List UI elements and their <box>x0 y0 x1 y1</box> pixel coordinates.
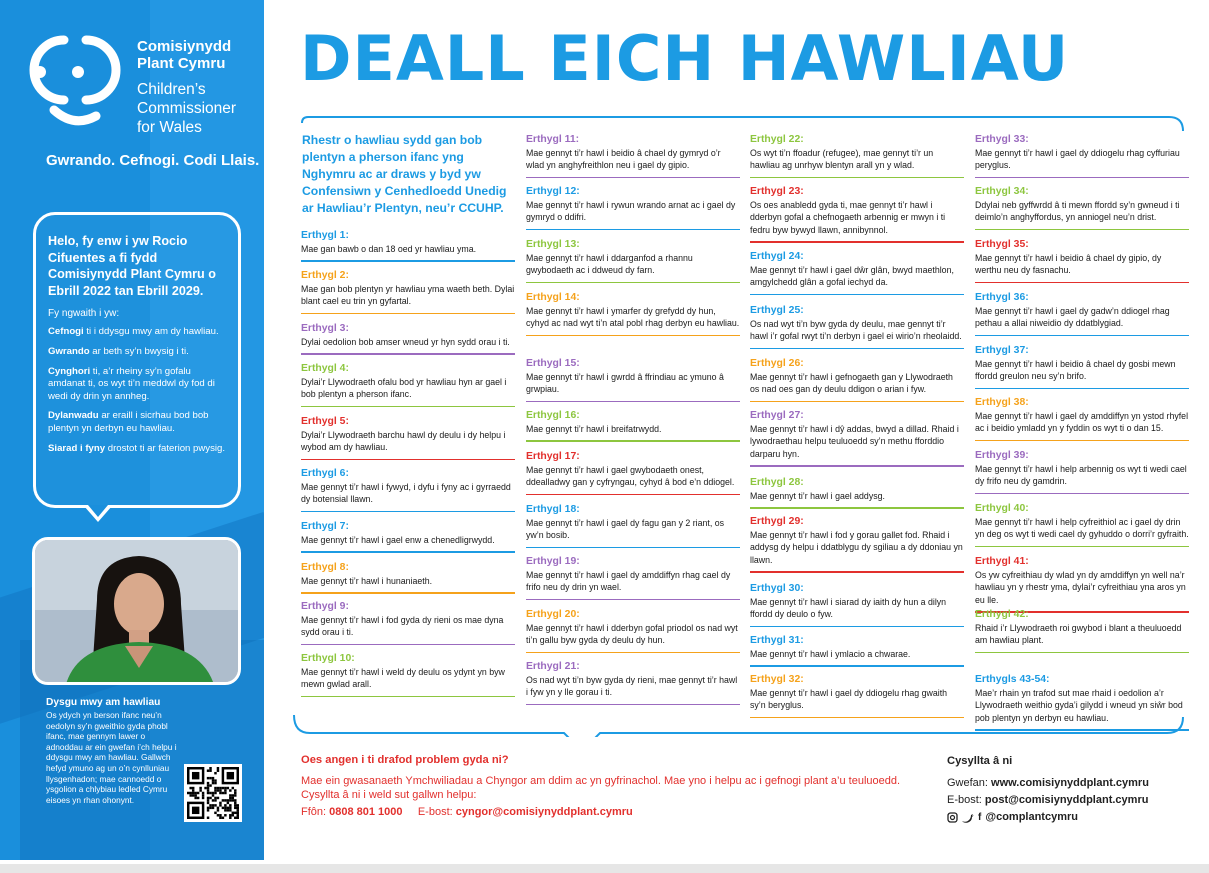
article-heading: Erthygl 9: <box>301 601 349 612</box>
article-text: Os wyt ti’n ffoadur (refugee), mae gennyt ti’r un hawliau ag unrhyw blentyn arall yn y wlad. <box>750 148 934 171</box>
role-item <box>48 366 228 404</box>
article-text: Dylai’r Llywodraeth barchu hawl dy deulu i dy helpu i wybod am dy hawliau. <box>301 430 506 453</box>
article-item <box>750 634 964 667</box>
article-text: Mae gennyt ti’r hawl i gael enw a chenedligrwydd. <box>301 535 495 545</box>
article-item <box>526 291 740 336</box>
role-keyword: Siarad i fyny <box>48 442 106 454</box>
article-text: Mae gennyt ti’r hawl i gael addysg. <box>750 491 885 501</box>
left-panel <box>0 0 264 860</box>
article-item <box>975 238 1189 283</box>
commissioner-logo <box>24 32 126 132</box>
article-heading: Erthygl 32: <box>750 674 804 685</box>
role-text: ti i ddysgu mwy am dy hawliau. <box>83 326 219 338</box>
article-divider <box>750 177 964 178</box>
article-item <box>301 269 515 314</box>
article-item <box>975 673 1189 731</box>
article-text: Mae gennyt ti’r hawl i breifatrwydd. <box>526 424 662 434</box>
article-text: Mae gennyt ti’r hawl i ddarganfod a rhannu gwybodaeth ac i ddweud dy farn. <box>526 253 693 276</box>
article-item <box>301 467 515 512</box>
article-text: Mae gennyt ti’r hawl i gael dy amddiffyn yn ystod rhyfel ac i beidio ymladd yn y fyddin os wyt ti o dan 15. <box>975 411 1189 434</box>
article-item <box>975 502 1189 547</box>
phone-number[interactable]: 0808 801 1000 <box>329 806 403 818</box>
article-heading: Erthygl 4: <box>301 363 349 374</box>
article-divider <box>975 546 1189 547</box>
article-divider <box>975 388 1189 389</box>
website-label: Gwefan: <box>947 777 992 789</box>
article-divider <box>750 294 964 295</box>
article-heading: Erthygl 17: <box>526 451 580 462</box>
article-heading: Erthygl 2: <box>301 270 349 281</box>
social-row <box>947 809 1187 826</box>
bubble-subtitle: Fy ngwaith i yw: <box>48 308 120 320</box>
article-heading: Erthygl 11: <box>526 134 580 145</box>
article-item <box>975 185 1189 230</box>
article-heading: Erthygl 26: <box>750 358 804 369</box>
article-item <box>301 229 515 262</box>
article-text: Mae gennyt ti’r hawl i gael dy amddiffyn rhag cael dy frifo neu dy drin yn wael. <box>526 570 731 593</box>
article-item <box>975 396 1189 441</box>
article-divider <box>526 494 740 495</box>
article-divider <box>975 282 1189 283</box>
article-text: Mae’r rhain yn trafod sut mae rhaid i oedolion a’r Llywodraeth weithio gyda’i gilydd i wneud yn siŵr bod pob plentyn yn derbyn eu hawliau. <box>975 688 1183 723</box>
article-divider <box>975 729 1189 730</box>
qr-code[interactable] <box>184 764 242 822</box>
article-text: Mae gennyt ti’r hawl i ymlacio a chwarae. <box>750 649 911 659</box>
article-item <box>526 660 740 705</box>
article-divider <box>301 459 515 460</box>
article-divider <box>526 282 740 283</box>
article-item <box>975 133 1189 178</box>
article-heading: Erthygl 28: <box>750 477 804 488</box>
article-item <box>750 673 964 718</box>
article-divider <box>301 260 515 261</box>
article-text: Dylai oedolion bob amser wneud yr hyn sydd orau i ti. <box>301 337 510 347</box>
facebook-icon[interactable]: f <box>978 812 982 823</box>
article-heading: Erthygl 6: <box>301 468 349 479</box>
role-text: ar eraill i sicrhau bod bob plentyn yn derbyn eu hawliau. <box>48 410 209 434</box>
article-item <box>975 291 1189 336</box>
org-name-line: Comisiynydd <box>137 38 232 55</box>
article-divider <box>526 704 740 705</box>
article-heading: Erthygl 23: <box>750 186 804 197</box>
article-text: Mae gennyt ti’r hawl i fywyd, i dyfu i fyny ac i gyrraedd dy botensial llawn. <box>301 482 511 505</box>
article-divider <box>526 401 740 402</box>
bubble-items <box>48 326 228 455</box>
learn-more-title: Dysgu mwy am hawliau <box>46 697 161 708</box>
article-item <box>750 133 964 178</box>
article-divider <box>750 241 964 242</box>
article-text: Os nad wyt ti’n byw gyda dy deulu, mae gennyt ti’r hawl i’r gofal rwyt ti’n derbyn i gael ei wirio’n rheolaidd. <box>750 319 962 342</box>
article-heading: Erthygl 42: <box>975 609 1029 620</box>
article-divider <box>301 644 515 645</box>
article-heading: Erthygl 21: <box>526 661 580 672</box>
article-item <box>526 357 740 402</box>
email-label: E-bost: <box>947 794 985 806</box>
article-divider <box>975 335 1189 336</box>
article-text: Mae gennyt ti’r hawl i gael dy fagu gan y 2 riant, os yw’n bosib. <box>526 518 725 541</box>
role-keyword: Dylanwadu <box>48 410 99 422</box>
article-divider <box>301 696 515 697</box>
org-name-welsh <box>137 38 257 72</box>
article-heading: Erthygl 36: <box>975 292 1029 303</box>
article-heading: Erthygl 31: <box>750 635 804 646</box>
article-item <box>750 250 964 295</box>
article-text: Mae gennyt ti’r hawl i gael gwybodaeth onest, ddealladwy gan y cyfryngau, cyhyd â bod e’n ddiogel. <box>526 465 735 488</box>
article-item <box>301 415 515 460</box>
intro-text: Rhestr o hawliau sydd gan bob plentyn a pherson ifanc yng Nghymru ac ar draws y byd yw Confensiwn y Cenhedloedd Unedig ar Hawliau’r Plentyn, neu’r CCUHP. <box>302 133 507 215</box>
role-item <box>48 410 228 435</box>
article-heading: Erthygl 24: <box>750 251 804 262</box>
article-text: Mae gennyt ti’r hawl i siarad dy iaith dy hun a dilyn ffordd dy deulo o fyw. <box>750 597 947 620</box>
article-divider <box>750 348 964 349</box>
article-text: Dylai’r Llywodraeth ofalu bod yr hawliau hyn ar gael i bob plentyn a pherson ifanc. <box>301 377 507 400</box>
article-heading: Erthygl 30: <box>750 583 804 594</box>
website-link[interactable]: www.comisiynyddplant.cymru <box>991 777 1149 789</box>
article-heading: Erthygl 15: <box>526 358 580 369</box>
article-heading: Erthygl 20: <box>526 609 580 620</box>
article-item <box>526 503 740 548</box>
article-text: Mae gennyt ti’r hawl i gael dy ddiogelu rhag cyffuriau peryglus. <box>975 148 1180 171</box>
article-item <box>301 362 515 407</box>
article-text: Mae gennyt ti’r hawl i beidio â chael dy gymryd o’r wlad yn anghyfreithlon neu i gael dy gipio. <box>526 148 721 171</box>
article-divider <box>750 401 964 402</box>
article-item <box>750 409 964 467</box>
article-text: Mae gennyt ti’r hawl i dderbyn gofal priodol os nad wyt ti’n gallu byw gyda dy deulu dy hun. <box>526 623 738 646</box>
article-divider <box>750 717 964 718</box>
bubble-tail <box>88 505 108 517</box>
article-heading: Erthygl 12: <box>526 186 580 197</box>
article-text: Mae gan bawb o dan 18 oed yr hawliau yma. <box>301 244 477 254</box>
article-divider <box>750 626 964 627</box>
article-heading: Erthygl 8: <box>301 562 349 573</box>
article-divider <box>975 493 1189 494</box>
help-email-link[interactable]: cyngor@comisiynyddplant.cymru <box>455 806 633 818</box>
article-item <box>526 450 740 495</box>
role-keyword: Cefnogi <box>48 326 84 338</box>
article-heading: Erthygl 34: <box>975 186 1029 197</box>
role-item <box>48 443 228 456</box>
role-text: ti, a’r rheiny sy’n gofalu amdanat ti, os wyt ti’n meddwl dy fod di wedi dy drin yn annheg. <box>48 365 215 402</box>
article-item <box>975 344 1189 389</box>
article-heading: Erthygl 18: <box>526 504 580 515</box>
article-heading: Erthygl 29: <box>750 516 804 527</box>
article-divider <box>526 440 740 441</box>
article-text: Mae gennyt ti’r hawl i gael dŵr glân, bwyd maethlon, amgylchedd glân a gofal iechyd da. <box>750 265 954 288</box>
role-keyword: Gwrando <box>48 345 90 357</box>
page-title: DEALL EICH HAWLIAU <box>300 22 1070 95</box>
article-heading: Erthygl 1: <box>301 230 349 241</box>
article-item <box>526 409 740 442</box>
article-item <box>526 555 740 600</box>
article-item <box>975 449 1189 494</box>
article-heading: Erthygls 43-54: <box>975 674 1050 685</box>
role-item <box>48 346 228 359</box>
article-divider <box>301 592 515 593</box>
role-text: drostot ti ar faterion pwysig. <box>105 442 226 454</box>
article-heading: Erthygl 38: <box>975 397 1029 408</box>
learn-more-section <box>46 697 178 805</box>
article-text: Mae gennyt ti’r hawl i gefnogaeth gan y Llywodraeth os nad oes gan dy deulu ddigon o arian i fyw. <box>750 372 953 395</box>
article-item <box>526 133 740 178</box>
article-heading: Erthygl 14: <box>526 292 580 303</box>
article-text: Mae gennyt ti’r hawl i gael dy ddiogelu rhag gwaith sy’n beryglus. <box>750 688 948 711</box>
article-item <box>750 515 964 573</box>
article-text: Mae gennyt ti’r hawl i fod gyda dy rieni os mae dyna sydd orau i ti. <box>301 615 504 638</box>
article-heading: Erthygl 37: <box>975 345 1029 356</box>
help-title: Oes angen i ti drafod problem gyda ni? <box>301 754 509 766</box>
article-item <box>301 652 515 697</box>
org-name-line: for Wales <box>137 119 202 136</box>
article-heading: Erthygl 41: <box>975 556 1029 567</box>
article-divider <box>301 406 515 407</box>
org-name-english <box>137 80 262 137</box>
contact-section <box>947 755 1187 826</box>
qr-code-icon <box>187 767 239 819</box>
article-item <box>301 600 515 645</box>
article-item <box>975 608 1189 653</box>
portrait-illustration <box>35 540 241 685</box>
article-text: Mae gan bob plentyn yr hawliau yma waeth beth. Dylai blant cael eu trin yn gyfartal. <box>301 284 515 307</box>
article-item <box>750 185 964 243</box>
speech-bubble <box>33 212 241 508</box>
website-row <box>947 775 1187 792</box>
article-item <box>750 304 964 349</box>
article-heading: Erthygl 13: <box>526 239 580 250</box>
article-item <box>975 555 1189 613</box>
article-text: Rhaid i’r Llywodraeth roi gwybod i blant a theuluoedd am hawliau plant. <box>975 623 1182 646</box>
article-divider <box>750 571 964 572</box>
article-text: Mae gennyt ti’r hawl i fod y gorau gallet fod. Rhaid i addysg dy helpu i ddatblygu dy sgiliau a dy ddoniau yn llawn. <box>750 530 963 565</box>
role-text: ar beth sy’n bwysig i ti. <box>89 345 189 357</box>
article-item <box>750 357 964 402</box>
article-heading: Erthygl 35: <box>975 239 1029 250</box>
article-text: Mae gennyt ti’r hawl i gwrdd â ffrindiau ac ymuno â grwpiau. <box>526 372 724 395</box>
contact-title: Cysyllta â ni <box>947 755 1013 767</box>
article-text: Ddylai neb gyffwrdd â ti mewn ffordd sy’n gwneud i ti deimlo’n anghyffordus, yn anniogel neu’n drist. <box>975 200 1180 223</box>
article-divider <box>301 313 515 314</box>
article-divider <box>975 440 1189 441</box>
email-label: E-bost: <box>417 806 456 818</box>
article-text: Mae gennyt ti’r hawl i weld dy deulu os ydynt yn byw mewn gwlad arall. <box>301 667 505 690</box>
article-heading: Erthygl 39: <box>975 450 1029 461</box>
article-divider <box>301 511 515 512</box>
article-item <box>750 476 964 509</box>
article-divider <box>975 652 1189 653</box>
article-item <box>526 238 740 283</box>
article-heading: Erthygl 40: <box>975 503 1029 514</box>
contact-email-link[interactable]: post@comisiynyddplant.cymru <box>984 794 1149 806</box>
article-item <box>301 561 515 594</box>
article-divider <box>301 353 515 354</box>
help-contact-line <box>301 806 921 818</box>
tagline: Gwrando. Cefnogi. Codi Llais. <box>46 152 260 169</box>
article-text: Mae gennyt ti’r hawl i beidio â chael dy gosbi mewn ffordd greulon neu sy’n brifo. <box>975 359 1176 382</box>
article-divider <box>975 177 1189 178</box>
instagram-icon[interactable] <box>947 812 958 823</box>
article-heading: Erthygl 25: <box>750 305 804 316</box>
phone-label: Ffôn: <box>301 806 330 818</box>
article-item <box>301 322 515 355</box>
article-divider <box>301 551 515 552</box>
article-text: Mae gennyt ti’r hawl i gael dy gadw’n ddiogel rhag pethau a allai niweidio dy ddatblygiad. <box>975 306 1170 329</box>
article-heading: Erthygl 27: <box>750 410 804 421</box>
article-item <box>526 185 740 230</box>
article-text: Os yw cyfreithiau dy wlad yn dy amddiffyn yn well na’r hawliau yn y rhestr yma, dylai’r cyfreithiau yna aros yn eu lle. <box>975 570 1186 605</box>
article-text: Os nad wyt ti’n byw gyda dy rieni, mae gennyt ti’r hawl i fyw yn y lle gorau i ti. <box>526 675 738 698</box>
article-divider <box>526 177 740 178</box>
article-divider <box>526 652 740 653</box>
role-keyword: Cynghori <box>48 365 91 377</box>
article-text: Mae gennyt ti’r hawl i rywun wrando arnat ac i gael dy gymryd o ddifri. <box>526 200 736 223</box>
article-divider <box>526 335 740 336</box>
bottom-bar <box>0 864 1209 873</box>
article-heading: Erthygl 3: <box>301 323 349 334</box>
bubble-intro: Helo, fy enw i yw Rocio Cifuentes a fi fydd Comisiynydd Plant Cymru o Ebrill 2022 tan Ebrill 2029. <box>48 234 216 298</box>
article-text: Mae gennyt ti’r hawl i hunaniaeth. <box>301 576 433 586</box>
article-divider <box>526 599 740 600</box>
article-text: Os oes anabledd gyda ti, mae gennyt ti’r hawl i dderbyn gofal a chefnogaeth arbennig er mwyn i ti fedru byw bywyd llawn, annibynnol. <box>750 200 946 235</box>
article-divider <box>750 665 964 666</box>
article-heading: Erthygl 7: <box>301 521 349 532</box>
article-text: Mae gennyt ti’r hawl i help cyfreithiol ac i gael dy drin yn deg os wyt ti wedi cael dy gyhuddo o dorri’r gyfraith. <box>975 517 1189 540</box>
article-heading: Erthygl 33: <box>975 134 1029 145</box>
org-name-line: Commissioner <box>137 100 237 117</box>
article-heading: Erthygl 5: <box>301 416 349 427</box>
article-divider <box>975 229 1189 230</box>
article-item <box>301 520 515 553</box>
commissioner-photo <box>32 537 241 685</box>
social-handle[interactable]: @complantcymru <box>985 811 1078 823</box>
article-divider <box>526 229 740 230</box>
article-divider <box>526 547 740 548</box>
article-item <box>750 582 964 627</box>
help-section <box>301 754 921 818</box>
role-item <box>48 326 228 339</box>
article-heading: Erthygl 22: <box>750 134 804 145</box>
article-divider <box>750 507 964 508</box>
learn-more-body: Os ydych yn berson ifanc neu’n oedolyn sy’n gweithio gyda phobl ifanc, mae gennym lawer o adnoddau ar ein gwefan i’ch helpu i ddysgu mwy am hawliau. Gallwch hefyd ymuno ag un o’n cynlluniau llysgenhadon; mae cannoedd o ysgolion a chlybiau ledled Cymru eisoes yn rhan ohonynt. <box>46 710 177 805</box>
help-line: Mae ein gwasanaeth Ymchwiliadau a Chyngor am ddim ac yn gyfrinachol. Mae yno i helpu ac i gefnogi plant a’u teuluoedd. <box>301 775 901 787</box>
article-text: Mae gennyt ti’r hawl i help arbennig os wyt ti wedi cael dy frifo neu dy gamdrin. <box>975 464 1187 487</box>
article-heading: Erthygl 10: <box>301 653 355 664</box>
org-name-line: Plant Cymru <box>137 55 226 72</box>
email-row <box>947 792 1187 809</box>
help-line: Cysyllta â ni i weld sut gallwn helpu: <box>301 789 477 801</box>
article-item <box>526 608 740 653</box>
twitter-icon[interactable] <box>962 813 974 823</box>
article-text: Mae gennyt ti’r hawl i ymarfer dy grefydd dy hun, cyhyd ac nad wyt ti’n atal pobl rhag derbyn eu hawliau. <box>526 306 740 329</box>
article-text: Mae gennyt ti’r hawl i dŷ addas, bwyd a dillad. Rhaid i lywodraethau helpu teuluoedd sy’n methu fforddio darparu hyn. <box>750 424 959 459</box>
article-heading: Erthygl 19: <box>526 556 580 567</box>
org-name-line: Children’s <box>137 81 206 98</box>
article-heading: Erthygl 16: <box>526 410 580 421</box>
article-divider <box>750 465 964 466</box>
article-text: Mae gennyt ti’r hawl i beidio â chael dy gipio, dy werthu neu dy fasnachu. <box>975 253 1162 276</box>
